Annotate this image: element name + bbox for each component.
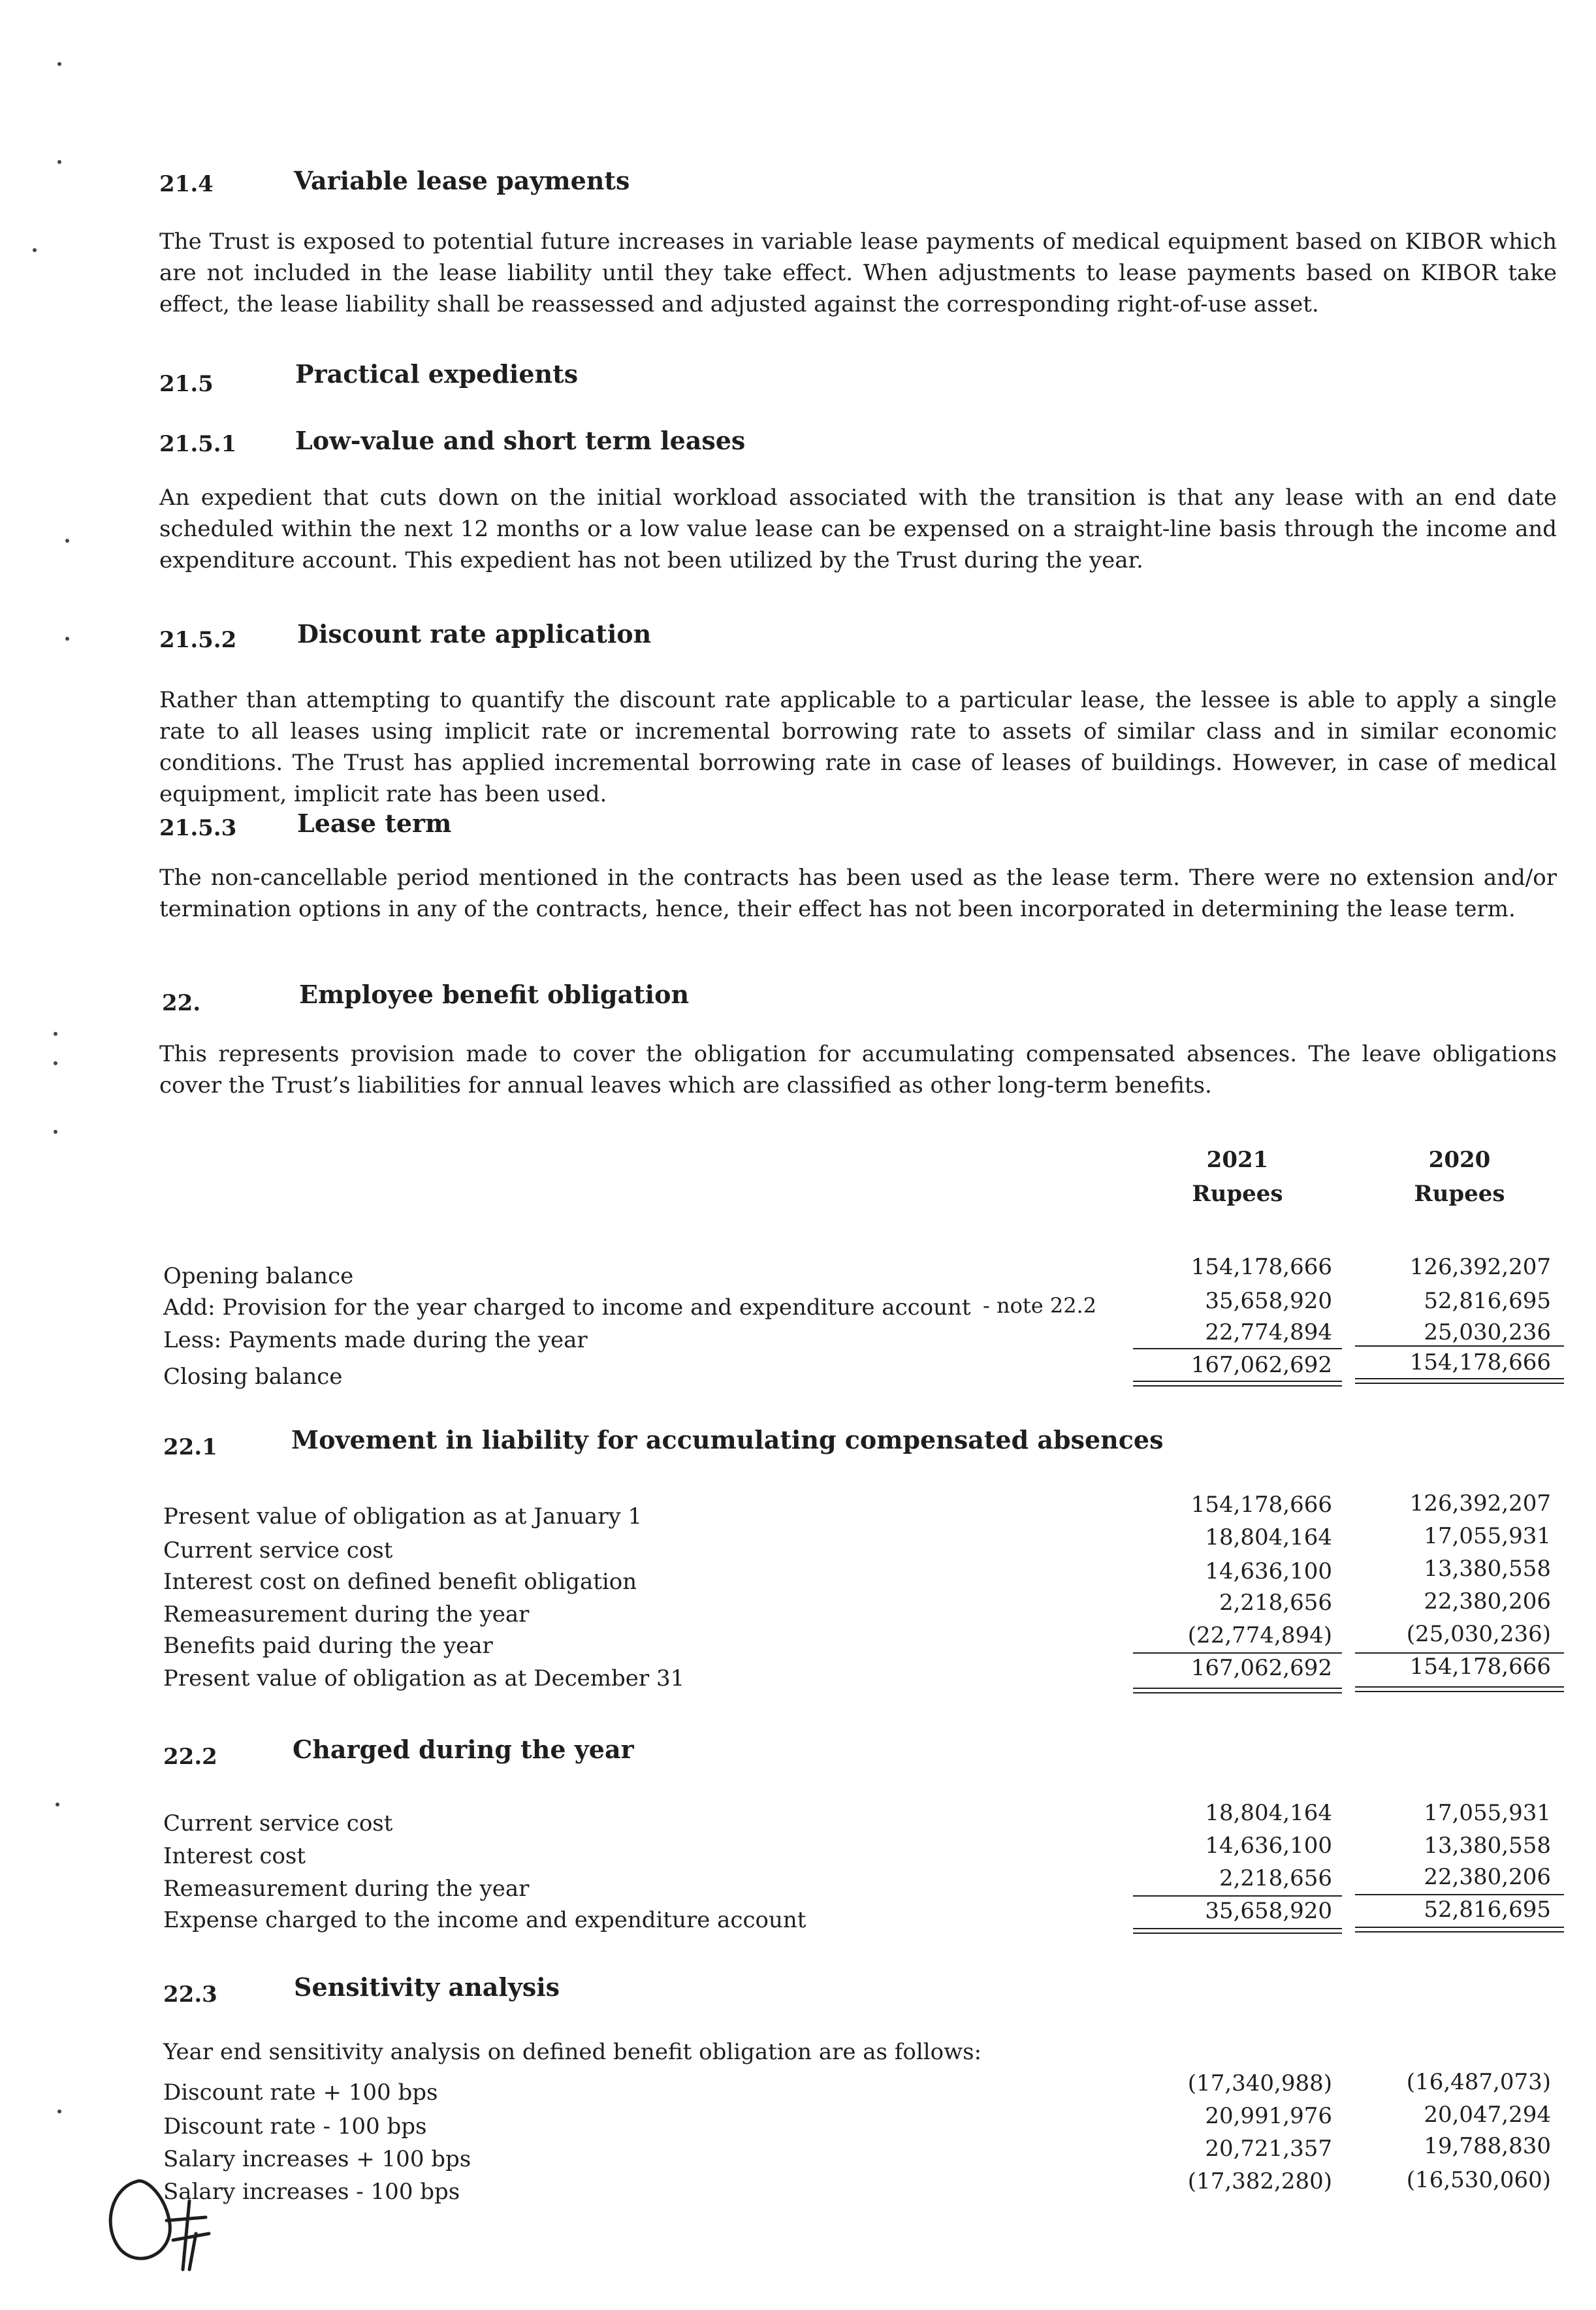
section-number: 22. (162, 990, 201, 1016)
table-cell-2021: 154,178,666 (1190, 1492, 1332, 1518)
table-cell-2020: 25,030,236 (1424, 1319, 1551, 1345)
section-title: Lease term (297, 809, 452, 838)
section-number: 22.2 (163, 1744, 217, 1770)
column-unit-2020: Rupees (1414, 1181, 1505, 1207)
subtotal-rule (1355, 1345, 1564, 1347)
table-cell-2020: (16,530,060) (1406, 2167, 1551, 2193)
table-cell-2021: 35,658,920 (1205, 1898, 1332, 1924)
table-cell-2021: 22,774,894 (1205, 1319, 1332, 1345)
section-number: 21.4 (159, 171, 214, 197)
table-cell-2020: 154,178,666 (1409, 1654, 1551, 1680)
column-year-2021: 2021 (1206, 1147, 1269, 1173)
table-cell-2020: 126,392,207 (1409, 1254, 1551, 1280)
table-row-label: Discount rate - 100 bps (163, 2113, 427, 2140)
column-year-2020: 2020 (1428, 1147, 1491, 1173)
table-cell-2020: (16,487,073) (1406, 2069, 1551, 2095)
table-row-label: Benefits paid during the year (163, 1633, 493, 1659)
table-cell-2020: 17,055,931 (1424, 1523, 1551, 1549)
table-row-label: Expense charged to the income and expenditure account (163, 1907, 806, 1933)
table-row-label: Current service cost (163, 1537, 393, 1564)
table-cell-2021: 18,804,164 (1205, 1524, 1332, 1550)
section-paragraph: This represents provision made to cover the obligation for accumulating compensated absences. The leave obligations cover the Trust’s liabilities for annual leaves which are classified as other long-term benefits. (159, 1041, 1557, 1099)
table-cell-2021: 14,636,100 (1205, 1558, 1332, 1584)
total-double-rule (1133, 1688, 1342, 1693)
scan-speck (54, 1061, 57, 1065)
table-cell-2021: 35,658,920 (1205, 1288, 1332, 1314)
table-cell-2021: 154,178,666 (1190, 1254, 1332, 1280)
table-row-label: Add: Provision for the year charged to income and expenditure account (163, 1294, 971, 1321)
note-reference: - note 22.2 (983, 1293, 1097, 1318)
table-cell-2021: 14,636,100 (1205, 1833, 1332, 1859)
scan-speck (33, 248, 37, 252)
subtotal-rule (1133, 1895, 1342, 1897)
section-title: Discount rate application (297, 619, 652, 649)
table-row-label: Discount rate + 100 bps (163, 2079, 438, 2106)
total-double-rule (1133, 1928, 1342, 1934)
column-unit-2021: Rupees (1192, 1181, 1283, 1207)
scan-speck (57, 62, 61, 66)
section-title: Movement in liability for accumulating compensated absences (291, 1425, 1164, 1454)
total-double-rule (1355, 1378, 1564, 1384)
table-cell-2020: (25,030,236) (1406, 1621, 1551, 1647)
scan-speck (56, 1803, 59, 1806)
section-title: Low-value and short term leases (295, 426, 746, 455)
table-cell-2021: (22,774,894) (1187, 1622, 1332, 1648)
table-cell-2020: 52,816,695 (1424, 1288, 1551, 1314)
total-double-rule (1355, 1686, 1564, 1692)
table-row-label: Remeasurement during the year (163, 1876, 530, 1902)
table-cell-2021: (17,340,988) (1187, 2070, 1332, 2096)
scan-speck (65, 637, 69, 641)
table-cell-2021: (17,382,280) (1187, 2168, 1332, 2194)
section-number: 21.5.3 (159, 815, 237, 841)
total-double-rule (1133, 1381, 1342, 1387)
table-row-label: Present value of obligation as at December 31 (163, 1665, 685, 1692)
section-number: 21.5 (159, 371, 214, 397)
table-cell-2020: 17,055,931 (1424, 1800, 1551, 1826)
table-row-label: Interest cost (163, 1843, 306, 1869)
subtotal-rule (1133, 1348, 1342, 1349)
table-row-label: Present value of obligation as at January 1 (163, 1503, 643, 1530)
total-double-rule (1355, 1927, 1564, 1933)
scan-speck (57, 2109, 61, 2113)
section-number: 22.1 (163, 1434, 217, 1460)
table-row-label: Closing balance (163, 1364, 343, 1390)
section-paragraph: The non-cancellable period mentioned in the contracts has been used as the lease term. There were no extension and/or termination options in any of the contracts, hence, their effect has not been incorporated in determining the lease term. (159, 865, 1557, 922)
table-row-label: Interest cost on defined benefit obligation (163, 1569, 637, 1595)
scan-speck (54, 1130, 57, 1134)
table-cell-2020: 126,392,207 (1409, 1490, 1551, 1516)
scan-speck (54, 1032, 57, 1036)
section-number: 22.3 (163, 1981, 217, 2008)
table-cell-2021: 20,721,357 (1205, 2136, 1332, 2162)
table-row-label: Opening balance (163, 1263, 354, 1289)
section-number: 21.5.2 (159, 627, 237, 653)
table-cell-2021: 2,218,656 (1219, 1590, 1332, 1616)
section-title: Charged during the year (293, 1735, 634, 1764)
subtotal-rule (1133, 1652, 1342, 1654)
table-row-label: Salary increases - 100 bps (163, 2179, 460, 2205)
section-number: 21.5.1 (159, 431, 237, 457)
section-paragraph: Rather than attempting to quantify the discount rate applicable to a particular lease, the lessee is able to apply a single rate to all leases using implicit rate or incremental borrowing rate to assets of similar class and in similar economic conditions. The Trust has applied incremental borrowing rate in case of leases of buildings. However, in case of medical equipment, implicit rate has been used. (159, 687, 1557, 807)
section-intro: Year end sensitivity analysis on defined benefit obligation are as follows: (163, 2039, 982, 2065)
scan-speck (65, 539, 69, 543)
scan-speck (57, 160, 61, 164)
table-cell-2021: 2,218,656 (1219, 1865, 1332, 1891)
table-cell-2020: 20,047,294 (1424, 2102, 1551, 2128)
table-cell-2021: 167,062,692 (1190, 1655, 1332, 1681)
subtotal-rule (1355, 1894, 1564, 1895)
table-cell-2020: 19,788,830 (1424, 2133, 1551, 2159)
section-title: Employee benefit obligation (299, 980, 690, 1009)
table-row-label: Less: Payments made during the year (163, 1327, 588, 1353)
table-cell-2020: 13,380,558 (1424, 1556, 1551, 1582)
handwritten-initials-mark (91, 2155, 222, 2286)
section-paragraph: An expedient that cuts down on the initial workload associated with the transition is that any lease with an end date scheduled within the next 12 months or a low value lease can be expensed on a straight-line basis through the income and expenditure account. This expedient has not been utilized by the Trust during the year. (159, 485, 1557, 573)
section-paragraph: The Trust is exposed to potential future increases in variable lease payments of medical equipment based on KIBOR which are not included in the lease liability until they take effect. When adjustments to lease payments based on KIBOR take effect, the lease liability shall be reassessed and adjusted against the corresponding right-of-use asset. (159, 229, 1557, 317)
table-cell-2020: 154,178,666 (1409, 1349, 1551, 1375)
table-cell-2021: 20,991,976 (1205, 2103, 1332, 2129)
table-cell-2020: 22,380,206 (1424, 1588, 1551, 1614)
table-cell-2020: 13,380,558 (1424, 1833, 1551, 1859)
table-cell-2020: 22,380,206 (1424, 1864, 1551, 1890)
section-title: Sensitivity analysis (294, 1972, 560, 2002)
table-row-label: Current service cost (163, 1810, 393, 1837)
table-cell-2021: 18,804,164 (1205, 1800, 1332, 1826)
section-title: Variable lease payments (294, 166, 630, 195)
table-row-label: Remeasurement during the year (163, 1601, 530, 1628)
table-cell-2020: 52,816,695 (1424, 1897, 1551, 1923)
table-cell-2021: 167,062,692 (1190, 1352, 1332, 1378)
section-title: Practical expedients (295, 359, 579, 389)
table-row-label: Salary increases + 100 bps (163, 2146, 471, 2172)
